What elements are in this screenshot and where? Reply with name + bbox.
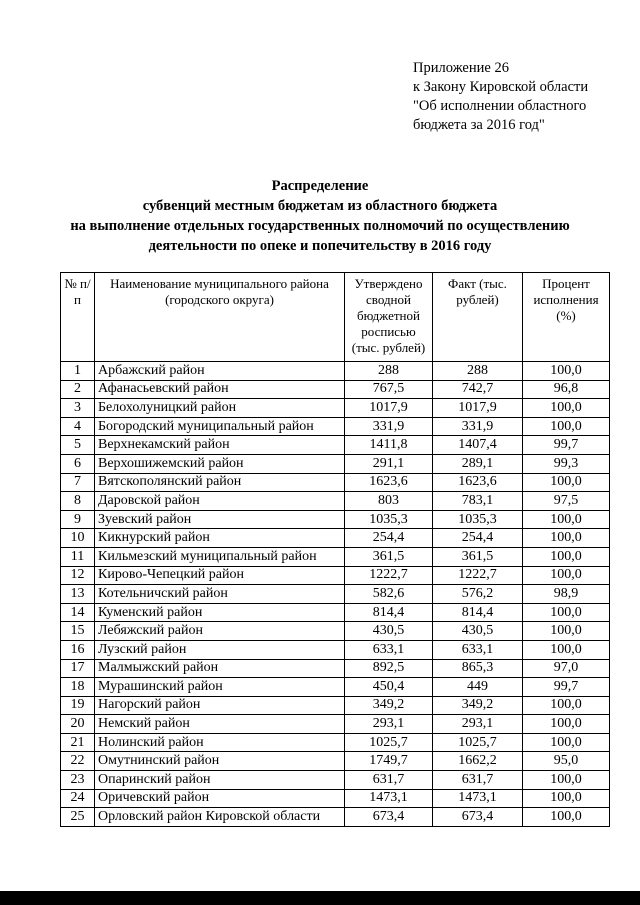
table-row <box>61 678 610 697</box>
table-row <box>61 640 610 659</box>
cell-name: Афанасьевский район <box>95 380 345 399</box>
title-line: на выполнение отдельных государственных полномочий по осуществлению <box>70 218 570 234</box>
cell-percent: 100,0 <box>523 640 610 659</box>
cell-fact: 865,3 <box>433 659 523 678</box>
cell-num: 1 <box>61 362 95 381</box>
cell-percent: 100,0 <box>523 733 610 752</box>
cell-percent: 100,0 <box>523 529 610 548</box>
table-row <box>61 715 610 734</box>
scan-edge-bar <box>0 891 640 905</box>
table-row <box>61 789 610 808</box>
cell-approved: 631,7 <box>345 771 433 790</box>
cell-approved: 450,4 <box>345 678 433 697</box>
cell-percent: 100,0 <box>523 566 610 585</box>
cell-fact: 631,7 <box>433 771 523 790</box>
cell-percent: 100,0 <box>523 473 610 492</box>
table-row <box>61 473 610 492</box>
cell-percent: 95,0 <box>523 752 610 771</box>
cell-name: Лебяжский район <box>95 622 345 641</box>
cell-approved: 1035,3 <box>345 510 433 529</box>
cell-approved: 1222,7 <box>345 566 433 585</box>
table-row <box>61 771 610 790</box>
cell-name: Кильмезский муниципальный район <box>95 547 345 566</box>
cell-num: 10 <box>61 529 95 548</box>
appendix-line: "Об исполнении областного <box>413 98 587 114</box>
cell-num: 4 <box>61 417 95 436</box>
cell-fact: 430,5 <box>433 622 523 641</box>
cell-name: Немский район <box>95 715 345 734</box>
cell-percent: 97,0 <box>523 659 610 678</box>
table-row <box>61 454 610 473</box>
cell-num: 9 <box>61 510 95 529</box>
cell-approved: 1025,7 <box>345 733 433 752</box>
header-fact: Факт (тыс. рублей) <box>433 273 523 362</box>
table-row <box>61 696 610 715</box>
cell-fact: 1662,2 <box>433 752 523 771</box>
table-row <box>61 752 610 771</box>
cell-num: 2 <box>61 380 95 399</box>
cell-approved: 254,4 <box>345 529 433 548</box>
cell-fact: 814,4 <box>433 603 523 622</box>
cell-approved: 1623,6 <box>345 473 433 492</box>
table-row <box>61 659 610 678</box>
table-row <box>61 585 610 604</box>
cell-num: 3 <box>61 399 95 418</box>
cell-fact: 289,1 <box>433 454 523 473</box>
cell-name: Кирово-Чепецкий район <box>95 566 345 585</box>
cell-fact: 361,5 <box>433 547 523 566</box>
cell-name: Кикнурский район <box>95 529 345 548</box>
cell-num: 21 <box>61 733 95 752</box>
title-line: Распределение <box>271 178 369 194</box>
cell-num: 25 <box>61 808 95 827</box>
cell-percent: 100,0 <box>523 417 610 436</box>
cell-name: Богородский муниципальный район <box>95 417 345 436</box>
cell-fact: 1407,4 <box>433 436 523 455</box>
cell-name: Котельничский район <box>95 585 345 604</box>
cell-num: 15 <box>61 622 95 641</box>
cell-num: 6 <box>61 454 95 473</box>
cell-num: 12 <box>61 566 95 585</box>
cell-fact: 349,2 <box>433 696 523 715</box>
appendix-line: к Закону Кировской области <box>413 79 589 95</box>
cell-percent: 96,8 <box>523 380 610 399</box>
cell-name: Арбажский район <box>95 362 345 381</box>
cell-name: Даровской район <box>95 492 345 511</box>
cell-approved: 430,5 <box>345 622 433 641</box>
cell-name: Лузский район <box>95 640 345 659</box>
cell-approved: 349,2 <box>345 696 433 715</box>
cell-name: Мурашинский район <box>95 678 345 697</box>
cell-num: 17 <box>61 659 95 678</box>
cell-fact: 288 <box>433 362 523 381</box>
cell-name: Куменский район <box>95 603 345 622</box>
cell-percent: 100,0 <box>523 808 610 827</box>
cell-fact: 576,2 <box>433 585 523 604</box>
appendix-block <box>413 59 588 135</box>
table-row <box>61 492 610 511</box>
cell-num: 11 <box>61 547 95 566</box>
cell-percent: 100,0 <box>523 510 610 529</box>
cell-fact: 1222,7 <box>433 566 523 585</box>
table-row <box>61 547 610 566</box>
header-num: № п/п <box>61 273 95 362</box>
cell-fact: 293,1 <box>433 715 523 734</box>
title-line: субвенций местным бюджетам из областного бюджета <box>142 198 498 214</box>
table-header-row <box>61 273 610 362</box>
cell-approved: 293,1 <box>345 715 433 734</box>
cell-percent: 100,0 <box>523 696 610 715</box>
cell-approved: 1749,7 <box>345 752 433 771</box>
table-row <box>61 362 610 381</box>
cell-num: 8 <box>61 492 95 511</box>
cell-num: 13 <box>61 585 95 604</box>
cell-name: Нагорский район <box>95 696 345 715</box>
cell-approved: 1473,1 <box>345 789 433 808</box>
cell-fact: 742,7 <box>433 380 523 399</box>
cell-fact: 673,4 <box>433 808 523 827</box>
cell-name: Верхошижемский район <box>95 454 345 473</box>
cell-num: 5 <box>61 436 95 455</box>
table-row <box>61 436 610 455</box>
cell-approved: 814,4 <box>345 603 433 622</box>
cell-name: Орловский район Кировской области <box>95 808 345 827</box>
cell-approved: 673,4 <box>345 808 433 827</box>
cell-name: Омутнинский район <box>95 752 345 771</box>
table-body <box>61 362 610 827</box>
cell-approved: 803 <box>345 492 433 511</box>
subvention-table <box>60 272 610 827</box>
cell-percent: 99,7 <box>523 436 610 455</box>
cell-approved: 288 <box>345 362 433 381</box>
cell-name: Вятскополянский район <box>95 473 345 492</box>
cell-percent: 100,0 <box>523 789 610 808</box>
table-row <box>61 733 610 752</box>
cell-fact: 1035,3 <box>433 510 523 529</box>
cell-approved: 361,5 <box>345 547 433 566</box>
cell-fact: 1025,7 <box>433 733 523 752</box>
cell-percent: 100,0 <box>523 547 610 566</box>
table-row <box>61 380 610 399</box>
cell-percent: 100,0 <box>523 603 610 622</box>
cell-fact: 1473,1 <box>433 789 523 808</box>
cell-percent: 98,9 <box>523 585 610 604</box>
cell-name: Зуевский район <box>95 510 345 529</box>
cell-approved: 582,6 <box>345 585 433 604</box>
table-row <box>61 808 610 827</box>
cell-fact: 783,1 <box>433 492 523 511</box>
header-approved: Утверждено сводной бюджетной росписью (тыс. рублей) <box>345 273 433 362</box>
cell-approved: 291,1 <box>345 454 433 473</box>
header-percent: Процент исполнения (%) <box>523 273 610 362</box>
table-row <box>61 603 610 622</box>
cell-percent: 100,0 <box>523 362 610 381</box>
cell-name: Верхнекамский район <box>95 436 345 455</box>
cell-name: Белохолуницкий район <box>95 399 345 418</box>
cell-num: 22 <box>61 752 95 771</box>
cell-approved: 1017,9 <box>345 399 433 418</box>
header-name: Наименование муниципального района (городского округа) <box>95 273 345 362</box>
cell-num: 23 <box>61 771 95 790</box>
cell-percent: 99,7 <box>523 678 610 697</box>
cell-fact: 449 <box>433 678 523 697</box>
cell-name: Оричевский район <box>95 789 345 808</box>
cell-percent: 100,0 <box>523 622 610 641</box>
table-row <box>61 566 610 585</box>
cell-percent: 99,3 <box>523 454 610 473</box>
cell-name: Опаринский район <box>95 771 345 790</box>
cell-fact: 254,4 <box>433 529 523 548</box>
table-row <box>61 417 610 436</box>
document-title <box>0 176 640 256</box>
cell-fact: 331,9 <box>433 417 523 436</box>
cell-approved: 633,1 <box>345 640 433 659</box>
cell-num: 18 <box>61 678 95 697</box>
table-row <box>61 399 610 418</box>
cell-num: 14 <box>61 603 95 622</box>
title-line: деятельности по опеке и попечительству в 2016 году <box>148 238 492 254</box>
cell-name: Нолинский район <box>95 733 345 752</box>
appendix-line: Приложение 26 <box>413 60 509 76</box>
table-row <box>61 622 610 641</box>
cell-percent: 97,5 <box>523 492 610 511</box>
table-row <box>61 510 610 529</box>
cell-percent: 100,0 <box>523 399 610 418</box>
cell-fact: 1017,9 <box>433 399 523 418</box>
cell-percent: 100,0 <box>523 771 610 790</box>
cell-approved: 892,5 <box>345 659 433 678</box>
cell-fact: 1623,6 <box>433 473 523 492</box>
cell-num: 19 <box>61 696 95 715</box>
cell-num: 7 <box>61 473 95 492</box>
appendix-line: бюджета за 2016 год" <box>413 117 545 133</box>
cell-percent: 100,0 <box>523 715 610 734</box>
cell-approved: 767,5 <box>345 380 433 399</box>
cell-num: 20 <box>61 715 95 734</box>
table-row <box>61 529 610 548</box>
cell-num: 16 <box>61 640 95 659</box>
cell-approved: 331,9 <box>345 417 433 436</box>
cell-approved: 1411,8 <box>345 436 433 455</box>
cell-name: Малмыжский район <box>95 659 345 678</box>
cell-fact: 633,1 <box>433 640 523 659</box>
cell-num: 24 <box>61 789 95 808</box>
